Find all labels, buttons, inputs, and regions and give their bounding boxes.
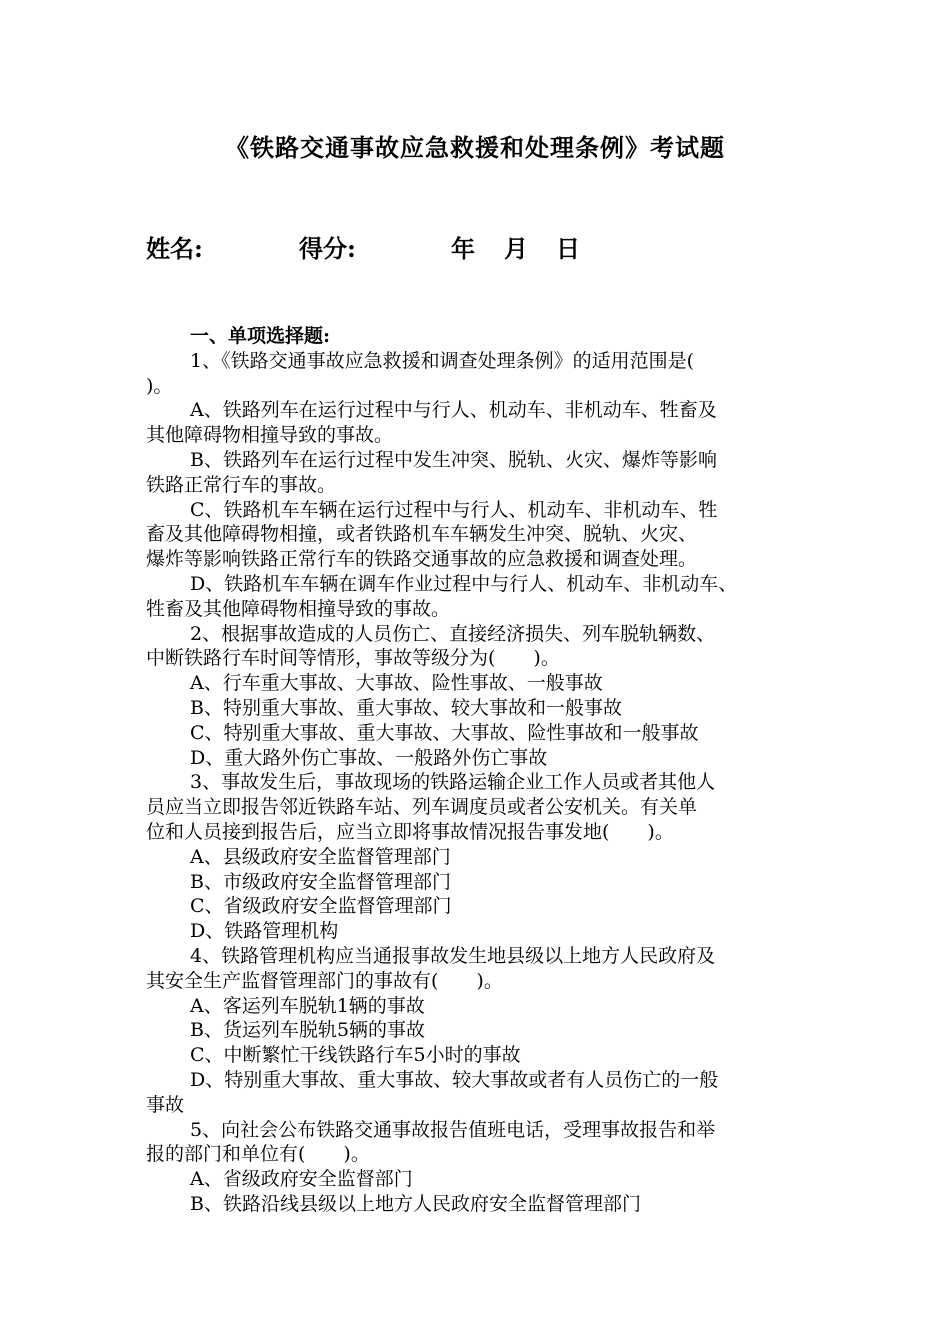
text-line: D、铁路机车车辆在调车作业过程中与行人、机动车、非机动车、 xyxy=(190,572,738,595)
question-body xyxy=(146,324,806,1217)
text-line: A、铁路列车在运行过程中与行人、机动车、非机动车、牲畜及 xyxy=(190,399,717,422)
text-line: 3、事故发生后，事故现场的铁路运输企业工作人员或者其他人 xyxy=(190,771,716,794)
text-line: 4、铁路管理机构应当通报事故发生地县级以上地方人民政府及 xyxy=(190,944,716,967)
name-label: 姓名: xyxy=(146,234,203,263)
text-line: C、特别重大事故、重大事故、大事故、险性事故和一般事故 xyxy=(190,721,699,744)
exam-title: 《铁路交通事故应急救援和处理条例》考试题 xyxy=(225,133,725,162)
text-line: A、行车重大事故、大事故、险性事故、一般事故 xyxy=(190,672,603,695)
text-line: 2、根据事故造成的人员伤亡、直接经济损失、列车脱轨辆数、 xyxy=(190,622,716,645)
text-line: 报的部门和单位有( )。 xyxy=(146,1143,370,1166)
text-line: B、市级政府安全监督管理部门 xyxy=(190,870,451,893)
year-label: 年 xyxy=(451,234,475,263)
text-line: 爆炸等影响铁路正常行车的铁路交通事故的应急救援和调查处理。 xyxy=(146,548,698,571)
text-line: 员应当立即报告邻近铁路车站、列车调度员或者公安机关。有关单 xyxy=(146,796,698,819)
text-line: C、铁路机车车辆在运行过程中与行人、机动车、非机动车、牲 xyxy=(190,498,718,521)
text-line: )。 xyxy=(146,374,173,397)
text-line: 事故 xyxy=(146,1093,185,1116)
text-line: D、铁路管理机构 xyxy=(190,920,339,943)
text-line: B、特别重大事故、重大事故、较大事故和一般事故 xyxy=(190,696,622,719)
text-line: A、省级政府安全监督部门 xyxy=(190,1168,413,1191)
text-line: 牲畜及其他障碍物相撞导致的事故。 xyxy=(146,597,451,620)
text-line: 其他障碍物相撞导致的事故。 xyxy=(146,424,394,447)
text-line: D、重大路外伤亡事故、一般路外伤亡事故 xyxy=(190,746,548,769)
text-line: 5、向社会公布铁路交通事故报告值班电话，受理事故报告和举 xyxy=(190,1118,716,1141)
text-line: 其安全生产监督管理部门的事故有( )。 xyxy=(146,969,503,992)
text-line: 1、《铁路交通事故应急救援和调查处理条例》的适用范围是( xyxy=(190,349,695,372)
text-line: A、县级政府安全监督管理部门 xyxy=(190,845,451,868)
text-line: A、客运列车脱轨1辆的事故 xyxy=(190,994,425,1017)
section-heading: 一、单项选择题: xyxy=(190,325,331,347)
text-line: B、货运列车脱轨5辆的事故 xyxy=(190,1019,426,1042)
text-line: B、铁路沿线县级以上地方人民政府安全监督管理部门 xyxy=(190,1192,641,1215)
text-line: B、铁路列车在运行过程中发生冲突、脱轨、火灾、爆炸等影响 xyxy=(190,448,717,471)
text-line: D、特别重大事故、重大事故、较大事故或者有人员伤亡的一般 xyxy=(190,1068,719,1091)
text-line: C、中断繁忙干线铁路行车5小时的事故 xyxy=(190,1044,521,1067)
candidate-info-row xyxy=(146,232,806,266)
text-line: 铁路正常行车的事故。 xyxy=(146,473,337,496)
question-lines xyxy=(146,349,806,1217)
score-label: 得分: xyxy=(299,234,356,263)
text-line: 位和人员接到报告后，应当立即将事故情况报告事发地( )。 xyxy=(146,820,674,843)
text-line: 畜及其他障碍物相撞，或者铁路机车车辆发生冲突、脱轨、火灾、 xyxy=(146,523,698,546)
month-label: 月 xyxy=(504,234,528,263)
text-line: 中断铁路行车时间等情形，事故等级分为( )。 xyxy=(146,647,560,670)
day-label: 日 xyxy=(556,234,580,263)
text-line: C、省级政府安全监督管理部门 xyxy=(190,895,452,918)
